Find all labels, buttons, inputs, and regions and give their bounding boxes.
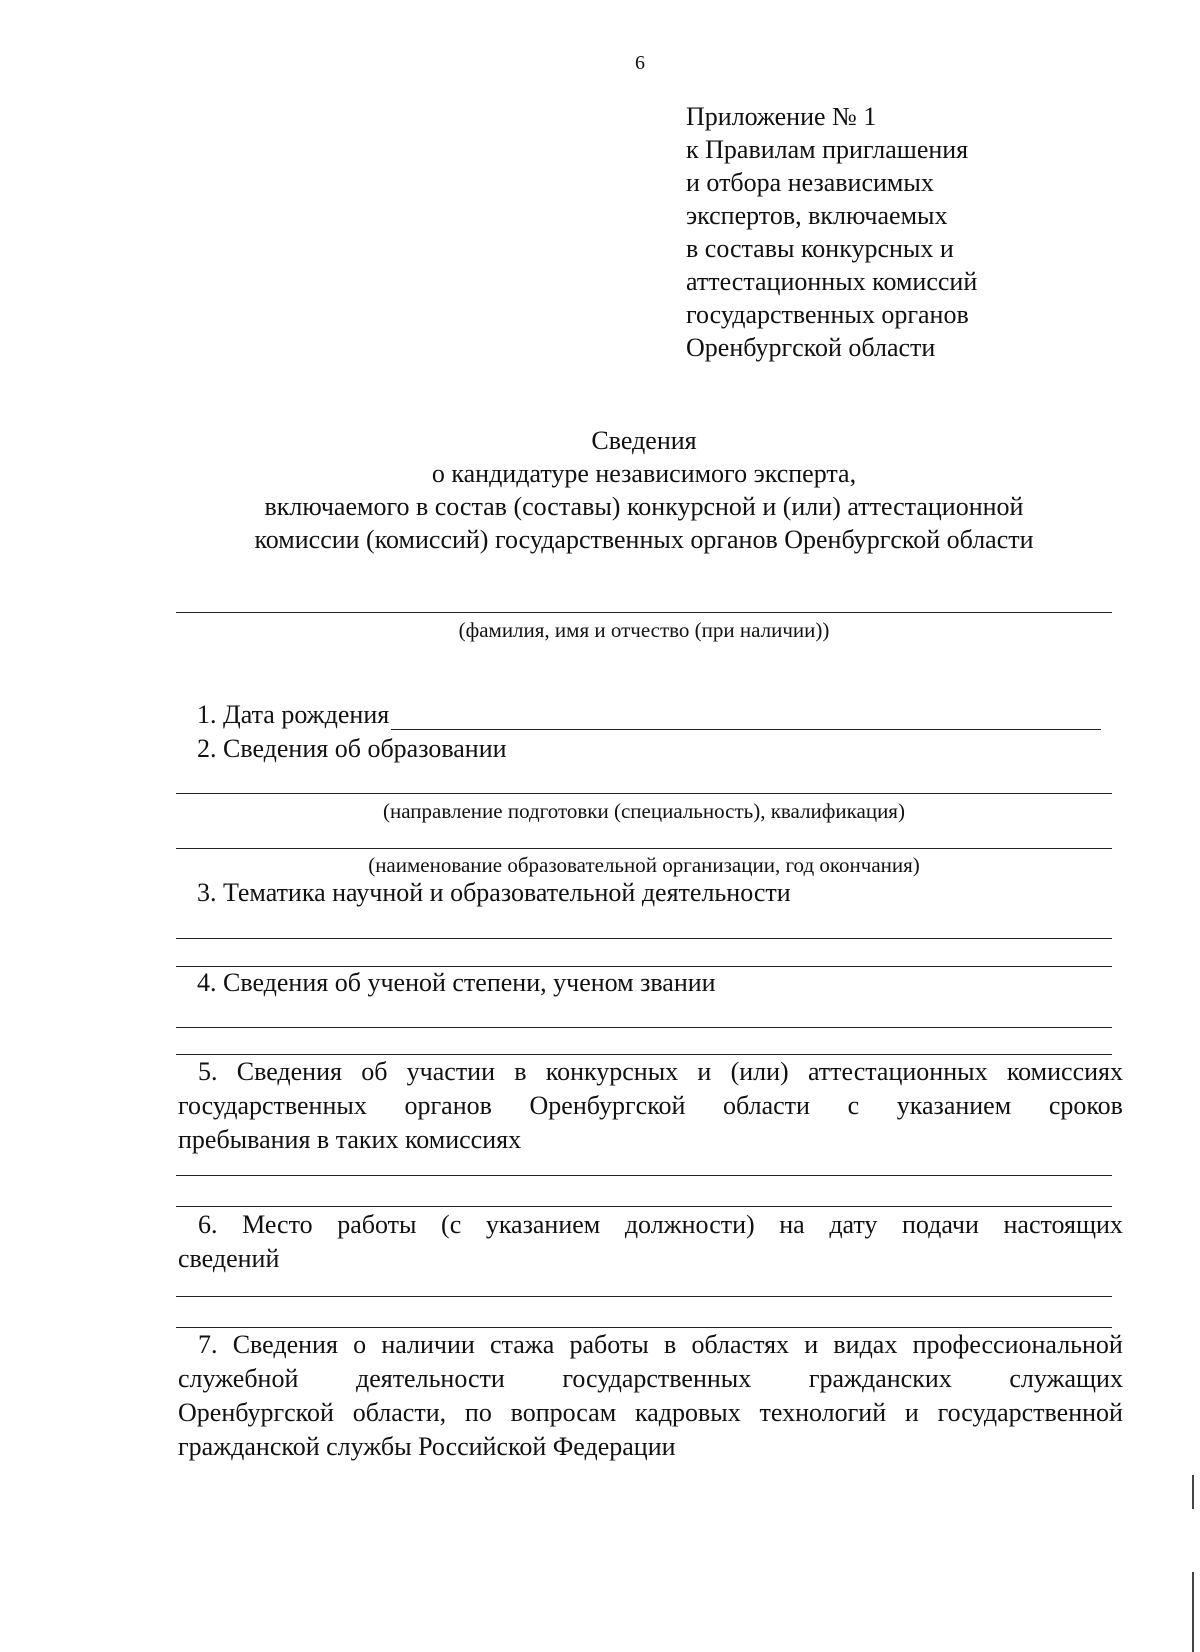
word: работы [569, 1330, 649, 1359]
experience-paragraph [178, 1328, 1123, 1464]
word: и [804, 1330, 819, 1359]
title-line: комиссии (комиссий) государственных органов Оренбургской области [254, 525, 1034, 554]
word: аттестационных [807, 1057, 988, 1086]
word: органов [404, 1091, 492, 1120]
word: 5. [198, 1057, 218, 1086]
word: (с [441, 1210, 462, 1239]
education-org-field-line[interactable] [176, 848, 1112, 849]
word: Оренбургской [529, 1091, 686, 1120]
word: и [697, 1057, 712, 1086]
word: указанием [485, 1210, 601, 1239]
word: области, [352, 1398, 447, 1427]
experience-line-2 [178, 1362, 1123, 1396]
word: настоящих [1003, 1210, 1123, 1239]
title-line: о кандидатуре независимого эксперта, [431, 459, 857, 488]
appendix-line: экспертов, включаемых [686, 201, 948, 230]
experience-line-3 [178, 1396, 1123, 1430]
word: с [847, 1091, 860, 1120]
word: дату [829, 1210, 878, 1239]
word: вопросам [510, 1398, 617, 1427]
word: государственных [562, 1364, 752, 1393]
word: Сведения [236, 1057, 342, 1086]
word: кадровых [634, 1398, 741, 1427]
commissions-field-line[interactable] [176, 1206, 1112, 1207]
word: на [779, 1210, 805, 1239]
education-label: 2. Сведения об образовании [197, 734, 507, 763]
word: областях [691, 1330, 790, 1359]
commissions-field-line[interactable] [176, 1175, 1112, 1176]
commissions-line-3: пребывания в таких комиссиях [178, 1125, 522, 1154]
word: служебной [178, 1364, 299, 1393]
word: о [353, 1330, 367, 1359]
word: государственных [178, 1091, 367, 1120]
word: деятельности [355, 1364, 505, 1393]
scan-margin-mark [1192, 1475, 1194, 1509]
word: в [514, 1057, 527, 1086]
appendix-line: Приложение № 1 [686, 102, 877, 131]
word: комиссиях [1006, 1057, 1123, 1086]
title-line: Сведения [591, 426, 697, 455]
birth-date-label: 1. Дата рождения [197, 700, 390, 729]
appendix-line: Оренбургской области [686, 333, 936, 362]
commissions-line-2 [178, 1089, 1123, 1123]
workplace-field-line[interactable] [176, 1296, 1112, 1297]
education-org-caption: (наименование образовательной организации, год окончания) [368, 853, 920, 877]
appendix-line: аттестационных комиссий [686, 267, 978, 296]
workplace-paragraph [178, 1208, 1123, 1276]
research-topics-field-line[interactable] [176, 938, 1112, 939]
word: гражданских [808, 1364, 952, 1393]
degree-field-line[interactable] [176, 1027, 1112, 1028]
word: участии [406, 1057, 496, 1086]
commissions-paragraph [178, 1055, 1123, 1157]
word: подачи [902, 1210, 979, 1239]
workplace-line-2: сведений [178, 1244, 280, 1273]
word: 7. [198, 1330, 218, 1359]
experience-line-1 [178, 1328, 1123, 1362]
title-line: включаемого в состав (составы) конкурсной и (или) аттестационной [264, 492, 1024, 521]
full-name-field-line[interactable] [176, 612, 1112, 613]
document-title [176, 424, 1112, 556]
word: Сведения [232, 1330, 338, 1359]
appendix-header [686, 100, 977, 364]
word: области [723, 1091, 810, 1120]
word: должности) [624, 1210, 755, 1239]
word: и [904, 1398, 919, 1427]
word: служащих [1009, 1364, 1123, 1393]
word: работы [337, 1210, 417, 1239]
appendix-line: государственных органов [686, 300, 969, 329]
education-direction-caption: (направление подготовки (специальность), квалификация) [383, 799, 905, 823]
appendix-line: в составы конкурсных и [686, 234, 954, 263]
word: профессиональной [912, 1330, 1123, 1359]
word: технологий [759, 1398, 887, 1427]
word: (или) [730, 1057, 789, 1086]
full-name-caption: (фамилия, имя и отчество (при наличии)) [458, 618, 830, 642]
appendix-line: к Правилам приглашения [686, 135, 969, 164]
scan-margin-mark [1192, 1572, 1194, 1652]
word: видах [833, 1330, 898, 1359]
research-topics-label: 3. Тематика научной и образовательной деятельности [197, 878, 791, 907]
word: в [663, 1330, 677, 1359]
birth-date-field-line[interactable] [391, 703, 1101, 730]
word: государственной [937, 1398, 1123, 1427]
experience-line-4: гражданской службы Российской Федерации [178, 1432, 676, 1461]
page-number: 6 [635, 52, 645, 74]
word: конкурсных [545, 1057, 679, 1086]
education-direction-field-line[interactable] [176, 793, 1112, 794]
birth-date-row [197, 700, 1101, 730]
word: указанием [896, 1091, 1012, 1120]
appendix-line: и отбора независимых [686, 168, 934, 197]
commissions-line-1 [178, 1055, 1123, 1089]
word: об [361, 1057, 388, 1086]
word: Оренбургской [178, 1398, 334, 1427]
degree-label: 4. Сведения об ученой степени, ученом звании [197, 968, 716, 997]
word: 6. [198, 1210, 218, 1239]
word: наличии [381, 1330, 475, 1359]
word: Место [242, 1210, 313, 1239]
workplace-line-1 [178, 1208, 1123, 1242]
word: сроков [1048, 1091, 1123, 1120]
word: по [464, 1398, 492, 1427]
word: стажа [490, 1330, 555, 1359]
